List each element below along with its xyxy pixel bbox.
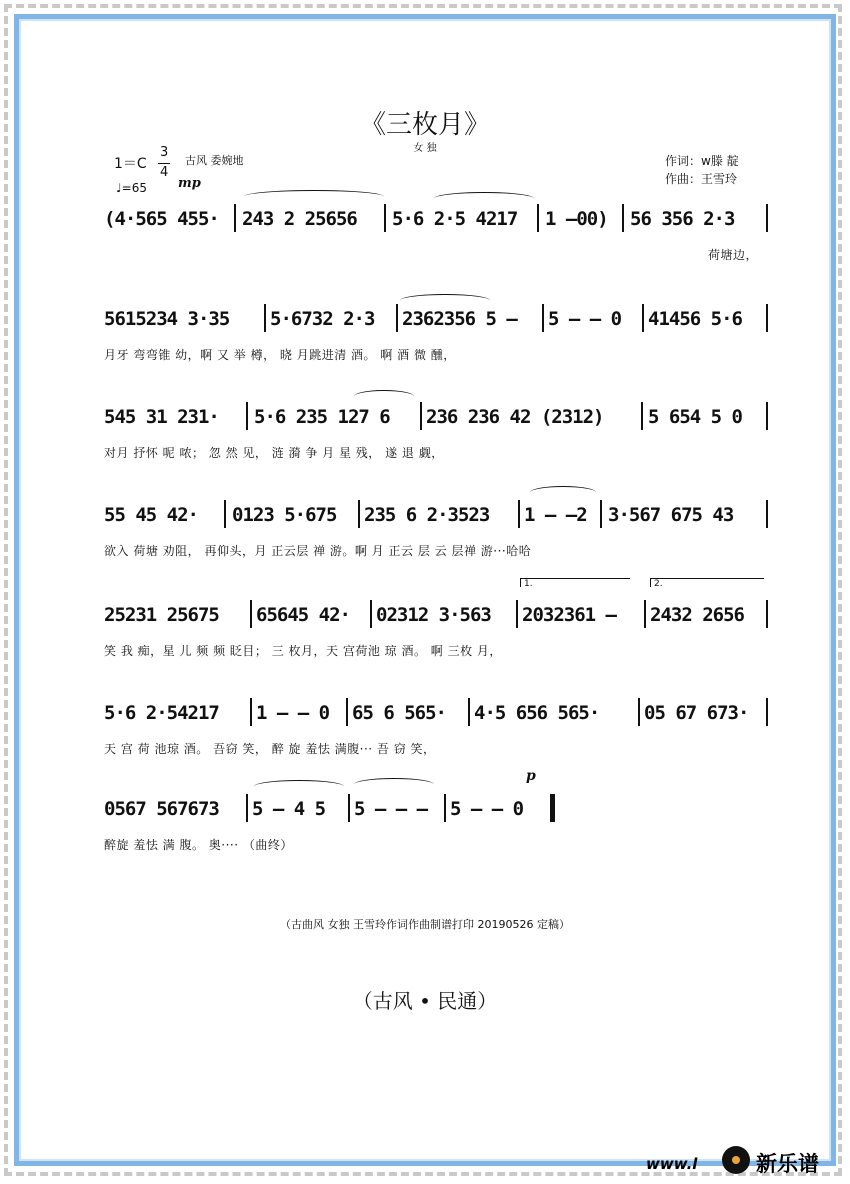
measure: 2032361 – [522, 604, 616, 626]
measure: 4·5 656 565· [474, 702, 600, 724]
volta-first-ending: 1. [520, 578, 630, 587]
dynamic-marking: mp [178, 176, 201, 191]
measure: 56 356 2·3 [630, 208, 735, 230]
measure: 243 2 25656 [242, 208, 357, 230]
barline [246, 402, 248, 430]
lyrics-line: 天 宫 荷 池琼 酒。 吾窃 笑， 醉 旋 羞怯 满腹··· 吾 窃 笑， [104, 742, 436, 756]
barline [766, 402, 768, 430]
barline [766, 500, 768, 528]
genre-label: （古风 • 民通） [352, 989, 498, 1013]
measure: 25231 25675 [104, 604, 219, 626]
barline [420, 402, 422, 430]
lyrics-line: 对月 抒怀 呢 哝； 忽 然 见， 涟 漪 争 月 星 残， 遂 退 觑， [104, 446, 444, 460]
measure: 0123 5·675 [232, 504, 337, 526]
barline [370, 600, 372, 628]
lyrics-line: 欲入 荷塘 劝阻， 再仰头，月 正云层 禅 游。啊 月 正云 层 云 层禅 游···哈哈 [104, 544, 532, 558]
slur [400, 294, 490, 307]
barline [234, 204, 236, 232]
barline [358, 500, 360, 528]
composer-credit: 作曲：王雪玲 [665, 172, 738, 186]
key-signature: 1＝C [114, 156, 147, 172]
measure: 0567 567673 [104, 798, 219, 820]
barline [644, 600, 646, 628]
lyrics-line: 荷塘边， [707, 248, 758, 262]
barline [518, 500, 520, 528]
score-line-6 [104, 694, 768, 764]
barline [384, 204, 386, 232]
measure: 5·6732 2·3 [270, 308, 375, 330]
lyrics-line: 月牙 弯弯锥 幼，啊 又 举 樽， 晓 月跳进清 酒。 啊 酒 微 醺， [104, 348, 456, 362]
barline [642, 304, 644, 332]
meter-divider [158, 163, 170, 164]
barline [250, 600, 252, 628]
measure: 5 – – 0 [548, 308, 622, 330]
barline [224, 500, 226, 528]
measure: 235 6 2·3523 [364, 504, 490, 526]
measure: 5·6 235 127 6 [254, 406, 390, 428]
barline [246, 794, 248, 822]
barline [346, 698, 348, 726]
barline [444, 794, 446, 822]
barline [766, 600, 768, 628]
lyrics-line: 笑 我 痴，星 儿 频 频 眨目； 三 枚月，天 宫荷池 琼 酒。 啊 三枚 月， [104, 644, 502, 658]
barline [600, 500, 602, 528]
measure: 5 – – 0 [450, 798, 524, 820]
meter-bottom: 4 [160, 165, 169, 180]
final-barline [550, 794, 555, 822]
slur [254, 780, 344, 793]
measure: 236 236 42 (2312) [426, 406, 604, 428]
barline [638, 698, 640, 726]
measure: 41456 5·6 [648, 308, 742, 330]
measure: 65 6 565· [352, 702, 446, 724]
measure: 05 67 673· [644, 702, 749, 724]
slur [354, 778, 434, 791]
slur [530, 486, 596, 499]
measure: 5 654 5 0 [648, 406, 742, 428]
measure: 2432 2656 [650, 604, 744, 626]
style-note: 古风 委婉地 [185, 154, 244, 167]
measure: 1 –00) [545, 208, 608, 230]
barline [766, 698, 768, 726]
score-line-2 [104, 300, 768, 370]
watermark-brand: 新乐谱 [756, 1152, 819, 1176]
slur [434, 192, 534, 205]
measure: 2362356 5 – [402, 308, 517, 330]
barline [537, 204, 539, 232]
measure: 02312 3·563 [376, 604, 491, 626]
barline [264, 304, 266, 332]
barline [622, 204, 624, 232]
measure: 5 – 4 5 [252, 798, 326, 820]
lyricist-credit: 作词：w滕 靛 [665, 154, 739, 168]
measure: 65645 42· [256, 604, 350, 626]
tempo-marking: ♩=65 [116, 181, 147, 195]
barline [396, 304, 398, 332]
meter-top: 3 [160, 145, 169, 160]
measure: 3·567 675 43 [608, 504, 734, 526]
measure: 1 – –2 [524, 504, 587, 526]
lyrics-line: 醉旋 羞怯 满 腹。 奥···· （曲终） [104, 838, 293, 852]
barline [468, 698, 470, 726]
measure: (4·565 455· [104, 208, 219, 230]
vinyl-disc-icon [722, 1146, 750, 1174]
footer-note: （古曲风 女独 王雪玲作词作曲制谱打印 20190526 定稿） [280, 918, 570, 931]
barline [348, 794, 350, 822]
slur [354, 390, 414, 403]
barline [542, 304, 544, 332]
slur [244, 190, 384, 203]
song-subtitle: 女 独 [413, 143, 437, 154]
barline [766, 204, 768, 232]
barline [641, 402, 643, 430]
score-line-3 [104, 398, 768, 468]
measure: 1 – – 0 [256, 702, 330, 724]
measure: 545 31 231· [104, 406, 219, 428]
measure: 55 45 42· [104, 504, 198, 526]
measure: 5·6 2·5 4217 [392, 208, 518, 230]
score-line-5 [104, 579, 768, 666]
measure: 5615234 3·35 [104, 308, 230, 330]
barline [516, 600, 518, 628]
barline [250, 698, 252, 726]
dynamic-marking: p [526, 768, 536, 784]
score-line-7 [104, 768, 768, 860]
measure: 5 – – – [354, 798, 428, 820]
measure: 5·6 2·54217 [104, 702, 219, 724]
barline [766, 304, 768, 332]
song-title: 《三枚月》 [359, 110, 490, 140]
score-line-4 [104, 496, 768, 566]
score-line-1 [104, 200, 768, 270]
watermark-url: www.l [646, 1155, 698, 1173]
volta-second-ending: 2. [650, 578, 764, 587]
